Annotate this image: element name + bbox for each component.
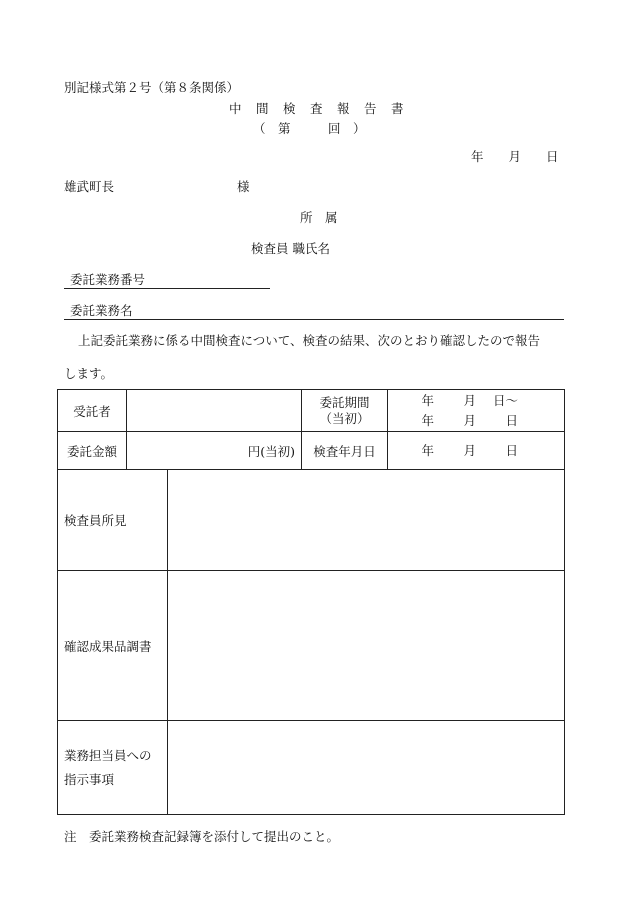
contractor-value[interactable] — [127, 390, 302, 432]
honorific: 様 — [237, 179, 250, 194]
contract-name-field[interactable] — [64, 319, 564, 320]
deliverables-label: 確認成果品調書 — [58, 571, 168, 721]
period-label-line-2: （当初） — [319, 410, 370, 426]
period-label — [302, 390, 388, 432]
inspection-date-month: 月 — [463, 442, 476, 458]
period-start-year: 年 — [421, 392, 434, 408]
period-end-year: 年 — [421, 412, 434, 428]
statement-line-1: 上記委託業務に係る中間検査について、検査の結果、次のとおり確認したので報告 — [78, 333, 541, 348]
period-start-day: 日〜 — [492, 392, 518, 408]
round-number: （ 第 回 ） — [253, 121, 366, 136]
period-start — [388, 391, 564, 411]
table-row-opinion — [58, 470, 565, 571]
inspection-date — [388, 441, 564, 461]
amount-label: 委託金額 — [58, 432, 127, 470]
document-title: 中 間 検 査 報 告 書 — [229, 101, 405, 116]
inspection-date-label: 検査年月日 — [302, 432, 388, 470]
period-end-month: 月 — [463, 412, 476, 428]
inspector-opinion-label: 検査員所見 — [58, 470, 168, 571]
affiliation-label: 所 属 — [300, 210, 338, 225]
table-row-instructions — [58, 721, 565, 815]
report-date: 年 月 日 — [471, 149, 559, 164]
inspection-date-day: 日 — [505, 442, 518, 458]
table-row-contractor — [58, 390, 565, 432]
form-number: 別記様式第２号（第８条関係） — [64, 80, 240, 95]
deliverables-field[interactable] — [168, 571, 565, 721]
statement-line-2: します。 — [64, 366, 114, 381]
inspection-table — [57, 389, 565, 815]
instructions-label — [58, 721, 168, 815]
instructions-label-line-2: 指示事項 — [64, 771, 115, 787]
inspection-date-year: 年 — [421, 442, 434, 458]
inspection-date-value[interactable] — [388, 432, 565, 470]
addressee: 雄武町長 — [64, 179, 115, 194]
period-start-month: 月 — [463, 392, 476, 408]
amount-value[interactable]: 円(当初) — [127, 432, 302, 470]
period-value[interactable] — [388, 390, 565, 432]
instructions-label-line-1: 業務担当員への — [64, 747, 152, 763]
inspector-opinion-field[interactable] — [168, 470, 565, 571]
contract-number-label: 委託業務番号 — [70, 272, 146, 287]
table-row-amount — [58, 432, 565, 470]
contractor-label: 受託者 — [58, 390, 127, 432]
footer-note: 注 委託業務検査記録簿を添付して提出のこと。 — [64, 829, 340, 844]
instructions-field[interactable] — [168, 721, 565, 815]
period-end-day: 日 — [505, 412, 518, 428]
contract-number-field[interactable] — [64, 288, 270, 289]
period-end — [388, 411, 564, 431]
table-row-deliverables — [58, 571, 565, 721]
period-label-line-1: 委託期間 — [319, 394, 370, 410]
inspector-name-label: 検査員 職氏名 — [251, 241, 330, 256]
contract-name-label: 委託業務名 — [70, 303, 133, 318]
